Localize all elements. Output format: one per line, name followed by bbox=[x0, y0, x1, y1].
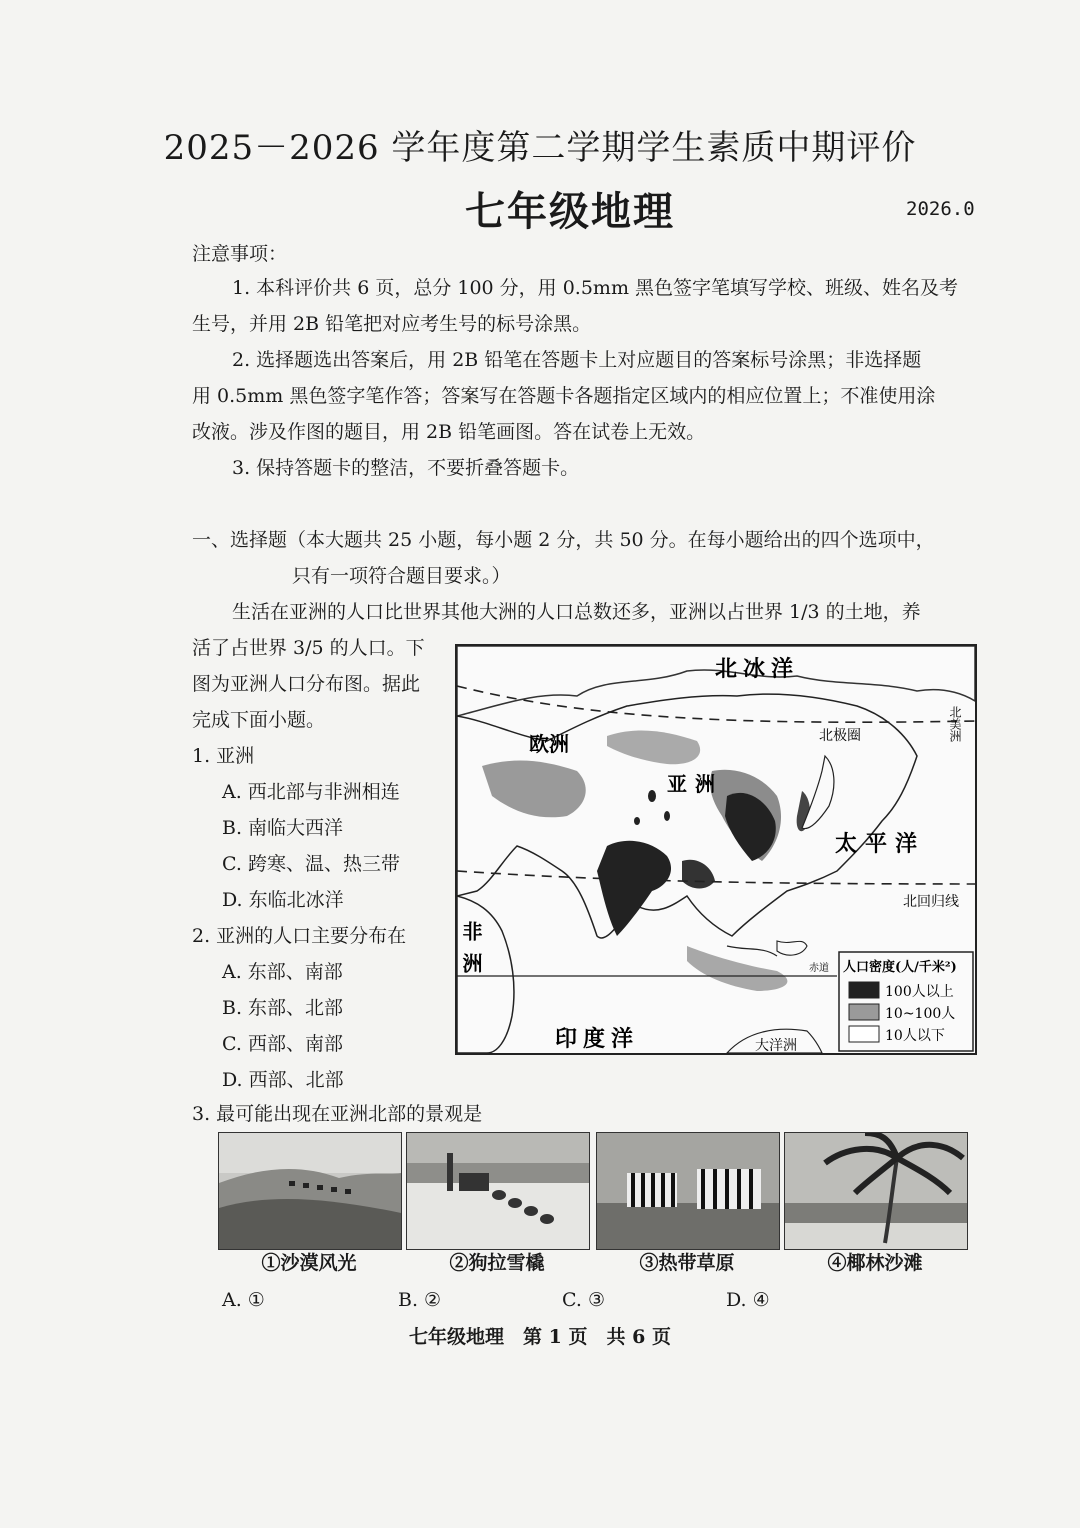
section-heading: 一、选择题（本大题共 25 小题，每小题 2 分，共 50 分。在每小题给出的四个选项中， bbox=[192, 529, 935, 551]
map-label-africa: 非洲 bbox=[459, 921, 483, 985]
notice-item-3: 3. 保持答题卡的整洁，不要折叠答题卡。 bbox=[232, 457, 580, 479]
question-3-option-d[interactable]: D. ④ bbox=[726, 1289, 770, 1311]
question-2-option-d[interactable]: D. 西部、北部 bbox=[222, 1069, 344, 1091]
asia-population-map bbox=[455, 644, 977, 1055]
passage-line: 生活在亚洲的人口比世界其他大洲的人口总数还多，亚洲以占世界 1/3 的土地，养 bbox=[232, 601, 921, 623]
passage-line: 活了占世界 3/5 的人口。下 bbox=[192, 637, 425, 659]
question-1-option-d[interactable]: D. 东临北冰洋 bbox=[222, 889, 344, 911]
page-footer: 七年级地理 第 1 页 共 6 页 bbox=[409, 1326, 671, 1348]
map-label-tropic: 北回归线 bbox=[903, 894, 959, 910]
map-label-oceania: 大洋洲 bbox=[755, 1038, 797, 1053]
question-2-option-b[interactable]: B. 东部、北部 bbox=[222, 997, 344, 1019]
question-2-option-a[interactable]: A. 东部、南部 bbox=[222, 961, 343, 983]
legend-title: 人口密度(人/千米²) bbox=[843, 960, 957, 975]
photo-caption-1: ①沙漠风光 bbox=[261, 1252, 357, 1274]
question-1-stem: 1. 亚洲 bbox=[192, 745, 255, 767]
map-label-europe: 欧洲 bbox=[529, 732, 569, 756]
photo-caption-4: ④椰林沙滩 bbox=[827, 1252, 923, 1274]
notice-heading: 注意事项： bbox=[192, 243, 288, 265]
map-graphic bbox=[457, 646, 975, 1053]
notice-item-2-cont: 用 0.5mm 黑色签字笔作答；答案写在答题卡各题指定区域内的相应位置上；不准使用涂 bbox=[192, 385, 936, 407]
question-1-option-b[interactable]: B. 南临大西洋 bbox=[222, 817, 344, 839]
question-3-option-a[interactable]: A. ① bbox=[222, 1289, 265, 1311]
question-1-option-a[interactable]: A. 西北部与非洲相连 bbox=[222, 781, 400, 803]
zebras-savanna-photo bbox=[596, 1132, 780, 1250]
passage-line: 图为亚洲人口分布图。据此 bbox=[192, 673, 421, 695]
notice-item-1-cont: 生号，并用 2B 铅笔把对应考生号的标号涂黑。 bbox=[192, 313, 592, 335]
passage-line: 完成下面小题。 bbox=[192, 709, 326, 731]
exam-title: 2025－2026 学年度第二学期学生素质中期评价 bbox=[163, 128, 917, 168]
map-label-asia: 亚洲 bbox=[667, 772, 723, 796]
notice-item-2-cont2: 改液。涉及作图的题目，用 2B 铅笔画图。答在试卷上无效。 bbox=[192, 421, 706, 443]
photo-caption-3: ③热带草原 bbox=[639, 1252, 735, 1274]
map-label-equator: 赤道 bbox=[809, 963, 829, 974]
question-2-option-c[interactable]: C. 西部、南部 bbox=[222, 1033, 343, 1055]
map-label-north-america: 北美洲 bbox=[948, 706, 962, 742]
map-label-arctic-ocean: 北冰洋 bbox=[715, 656, 800, 682]
palm-beach-photo bbox=[784, 1132, 968, 1250]
photo-caption-2: ②狗拉雪橇 bbox=[449, 1252, 545, 1274]
map-label-arctic-circle: 北极圈 bbox=[819, 728, 861, 744]
map-legend bbox=[839, 952, 973, 1051]
question-3-stem: 3. 最可能出现在亚洲北部的景观是 bbox=[192, 1103, 483, 1125]
question-2-stem: 2. 亚洲的人口主要分布在 bbox=[192, 925, 407, 947]
exam-date: 2026.0 bbox=[906, 198, 975, 220]
map-label-pacific: 太平洋 bbox=[835, 831, 926, 857]
notice-item-2: 2. 选择题选出答案后，用 2B 铅笔在答题卡上对应题目的答案标号涂黑；非选择题 bbox=[232, 349, 922, 371]
subject-title: 七年级地理 bbox=[465, 188, 675, 235]
notice-item-1: 1. 本科评价共 6 页，总分 100 分，用 0.5mm 黑色签字笔填写学校、班级、姓名及考 bbox=[232, 277, 959, 299]
legend-item-medium: 10~100人 bbox=[885, 1006, 956, 1022]
section-heading-cont: 只有一项符合题目要求。） bbox=[292, 565, 511, 587]
question-3-option-c[interactable]: C. ③ bbox=[562, 1289, 605, 1311]
map-label-indian-ocean: 印度洋 bbox=[555, 1026, 640, 1052]
legend-item-high: 100人以上 bbox=[885, 984, 954, 1000]
question-3-option-b[interactable]: B. ② bbox=[398, 1289, 442, 1311]
dog-sled-photo bbox=[406, 1132, 590, 1250]
desert-camels-photo bbox=[218, 1132, 402, 1250]
question-1-option-c[interactable]: C. 跨寒、温、热三带 bbox=[222, 853, 400, 875]
legend-item-low: 10人以下 bbox=[885, 1028, 945, 1044]
